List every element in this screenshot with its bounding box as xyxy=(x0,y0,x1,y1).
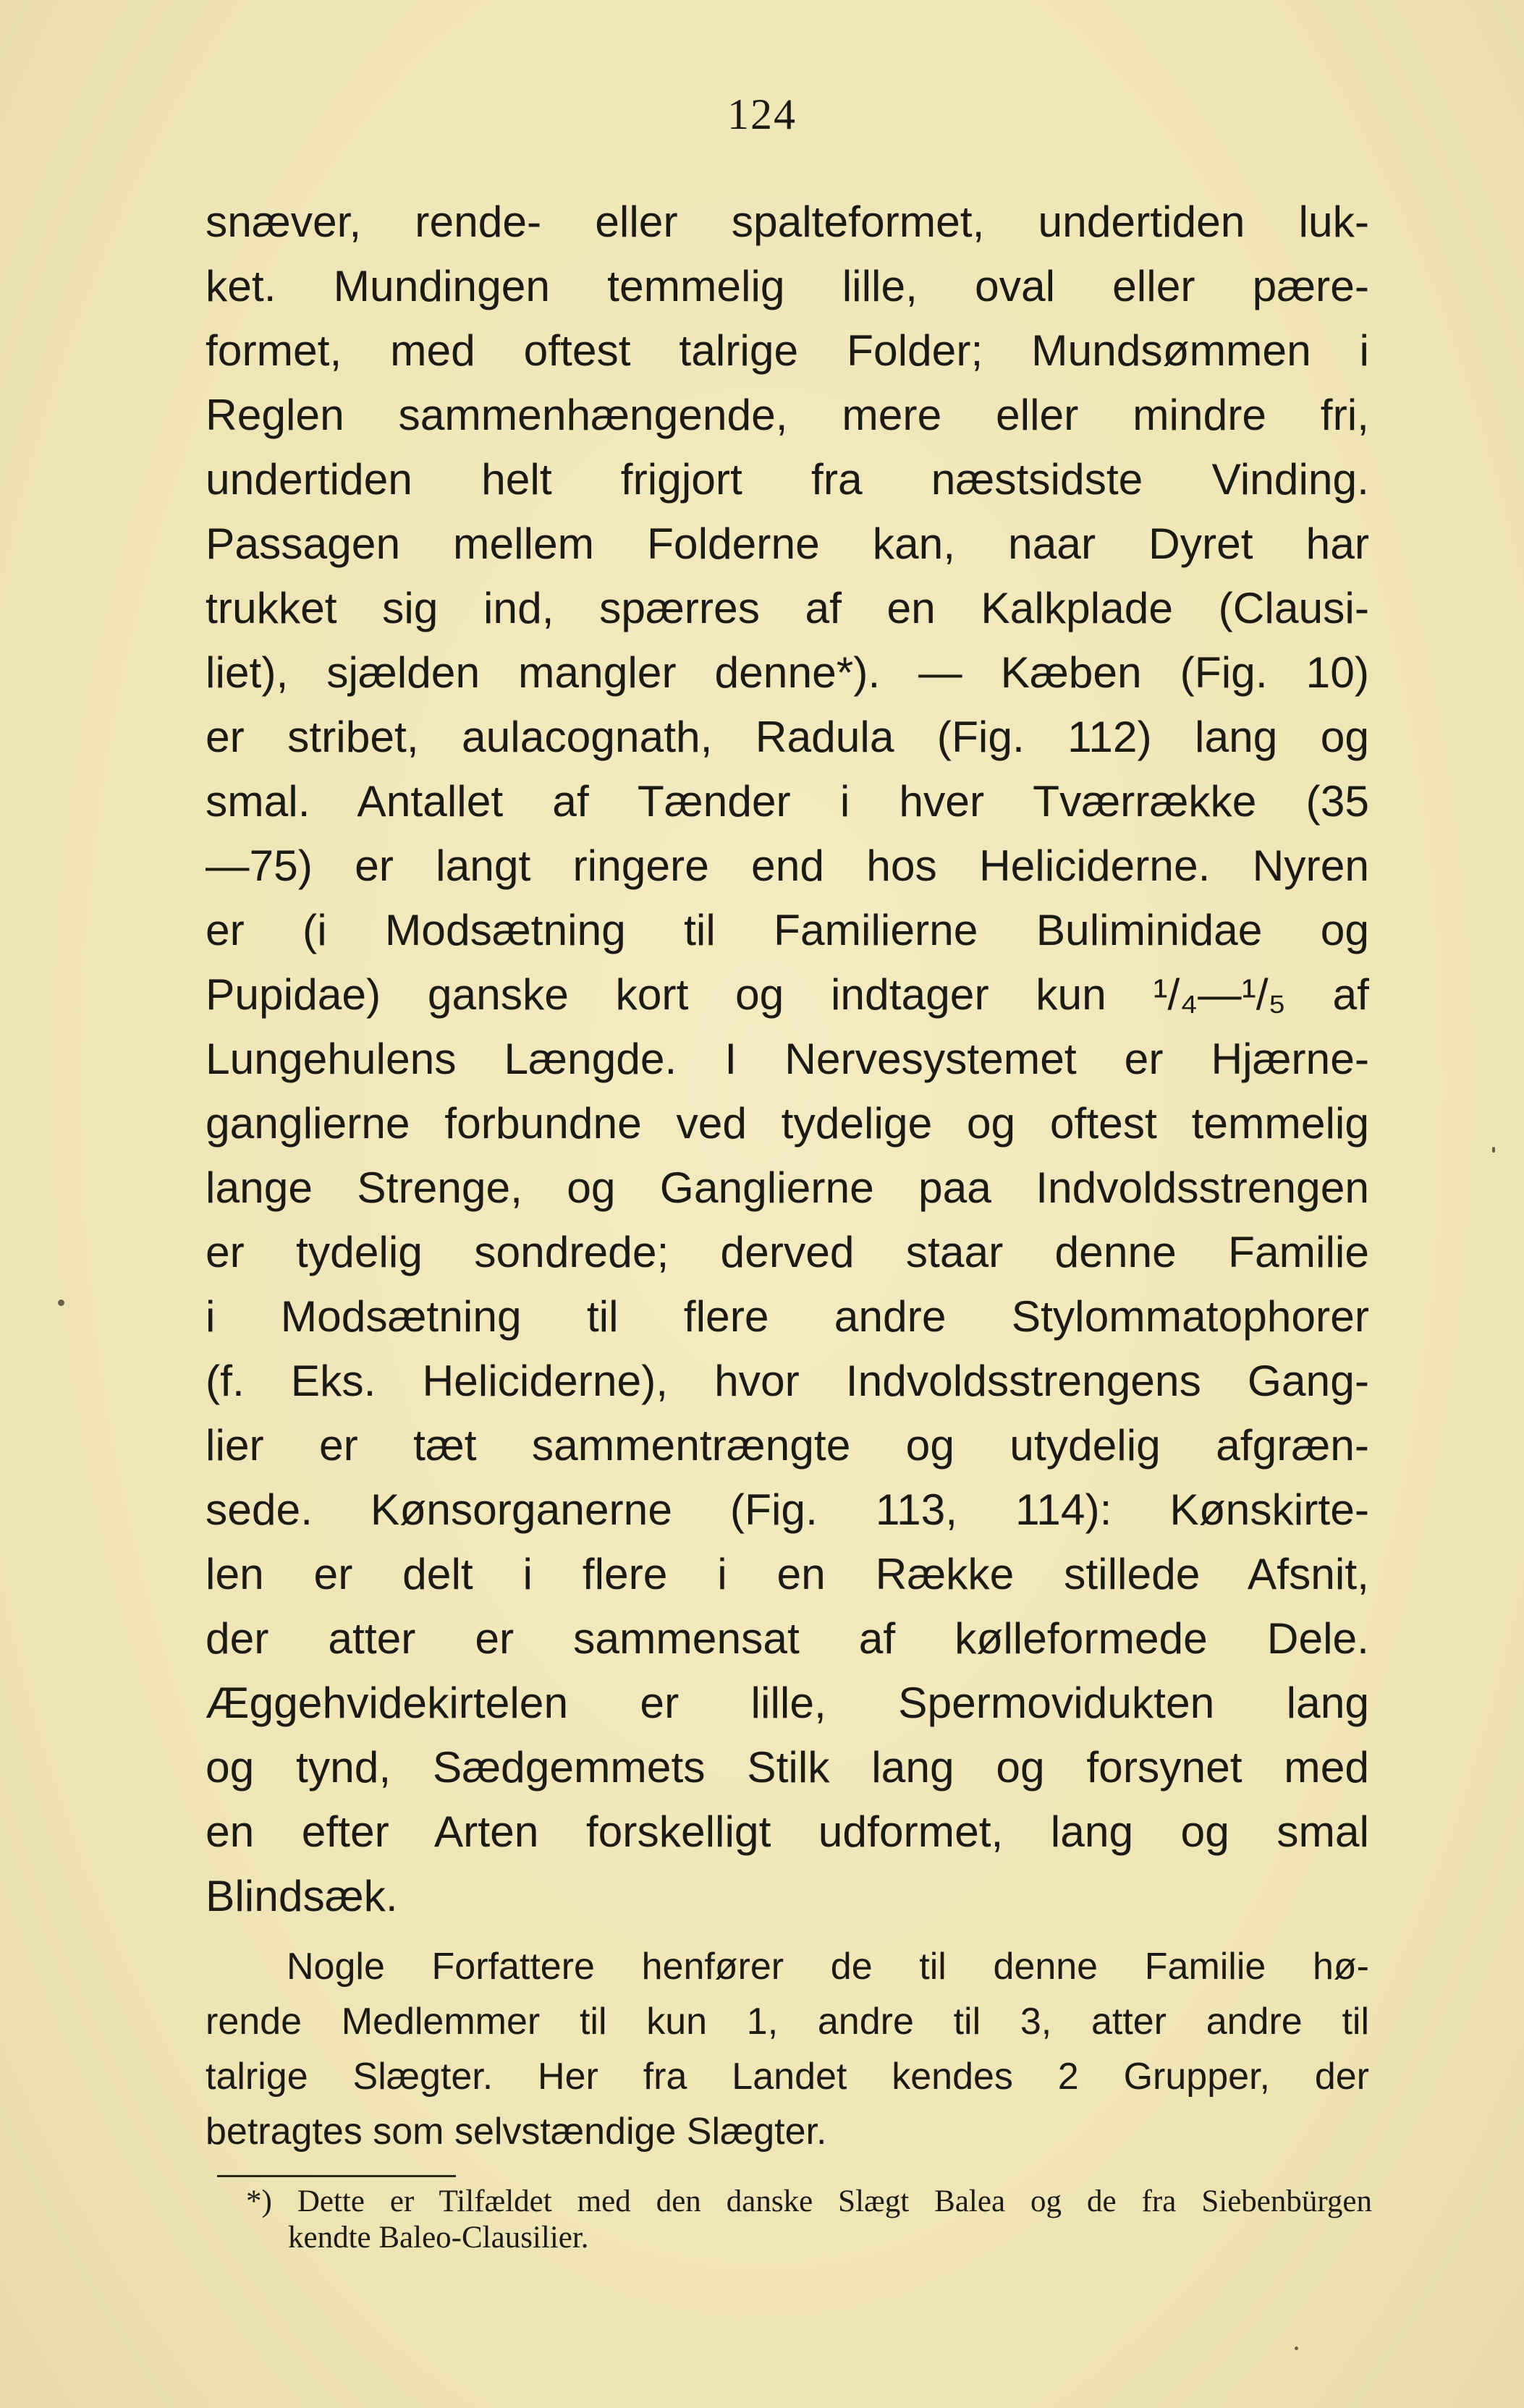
text-line: len er delt i flere i en Række stillede Afsnit, xyxy=(206,1549,1369,1598)
text-line: —75) er langt ringere end hos Heliciderne. Nyren xyxy=(206,841,1369,890)
note-line: rende Medlemmer til kun 1, andre til 3, atter andre til xyxy=(206,2001,1369,2043)
main-paragraph xyxy=(206,190,1369,1928)
text-line: Æggehvidekirtelen er lille, Spermovidukten lang xyxy=(206,1678,1369,1727)
text-line: og tynd, Sædgemmets Stilk lang og forsynet med xyxy=(206,1742,1369,1792)
paper-speck xyxy=(58,1300,64,1306)
footnote-line: kendte Baleo-Clausilier. xyxy=(288,2221,589,2255)
text-line: Pupidae) ganske kort og indtager kun ¹/₄—¹/₅ af xyxy=(206,970,1369,1019)
text-line: en efter Arten forskelligt udformet, lang og smal xyxy=(206,1807,1369,1856)
note-line: talrige Slægter. Her fra Landet kendes 2 Grupper, der xyxy=(206,2056,1369,2098)
text-line: trukket sig ind, spærres af en Kalkplade (Clausi- xyxy=(206,583,1369,632)
text-line: er tydelig sondrede; derved staar denne Familie xyxy=(206,1227,1369,1276)
text-line: Passagen mellem Folderne kan, naar Dyret har xyxy=(206,519,1369,568)
paper-speck xyxy=(1492,1147,1495,1153)
text-line: der atter er sammensat af kølleformede Dele. xyxy=(206,1614,1369,1663)
note-line: betragtes som selvstændige Slægter. xyxy=(206,2111,827,2153)
text-line: er (i Modsætning til Familierne Buliminidae og xyxy=(206,905,1369,954)
footnote xyxy=(246,2184,1372,2256)
text-line: liet), sjælden mangler denne*). — Kæben (Fig. 10) xyxy=(206,648,1369,697)
text-line: Lungehulens Længde. I Nervesystemet er Hjærne- xyxy=(206,1034,1369,1083)
text-line: Blindsæk. xyxy=(206,1871,398,1920)
footnote-divider xyxy=(217,2175,456,2177)
text-line: ganglierne forbundne ved tydelige og oftest temmelig xyxy=(206,1098,1369,1148)
text-line: Reglen sammenhængende, mere eller mindre fri, xyxy=(206,390,1369,439)
note-line: Nogle Forfattere henfører de til denne Familie hø- xyxy=(287,1946,1369,1988)
text-line: sede. Kønsorganerne (Fig. 113, 114): Kønskirte- xyxy=(206,1485,1369,1534)
text-line: formet, med oftest talrige Folder; Mundsømmen i xyxy=(206,326,1369,375)
note-paragraph xyxy=(206,1939,1369,2159)
text-line: (f. Eks. Heliciderne), hvor Indvoldsstrengens Gang- xyxy=(206,1356,1369,1405)
text-line: er stribet, aulacognath, Radula (Fig. 112) lang og xyxy=(206,712,1369,761)
page-number: 124 xyxy=(727,90,797,138)
text-line: undertiden helt frigjort fra næstsidste Vinding. xyxy=(206,454,1369,504)
footnote-line: *) Dette er Tilfældet med den danske Slægt Balea og de fra Siebenbürgen xyxy=(246,2184,1372,2218)
text-line: lange Strenge, og Ganglierne paa Indvoldsstrengen xyxy=(206,1163,1369,1212)
text-line: i Modsætning til flere andre Stylommatophorer xyxy=(206,1292,1369,1341)
text-line: smal. Antallet af Tænder i hver Tværrække (35 xyxy=(206,776,1369,826)
text-line: lier er tæt sammentrængte og utydelig afgræn- xyxy=(206,1420,1369,1470)
paper-speck xyxy=(1295,2346,1298,2350)
text-line: ket. Mundingen temmelig lille, oval eller pære- xyxy=(206,261,1369,310)
text-line: snæver, rende- eller spalteformet, undertiden luk- xyxy=(206,197,1369,246)
